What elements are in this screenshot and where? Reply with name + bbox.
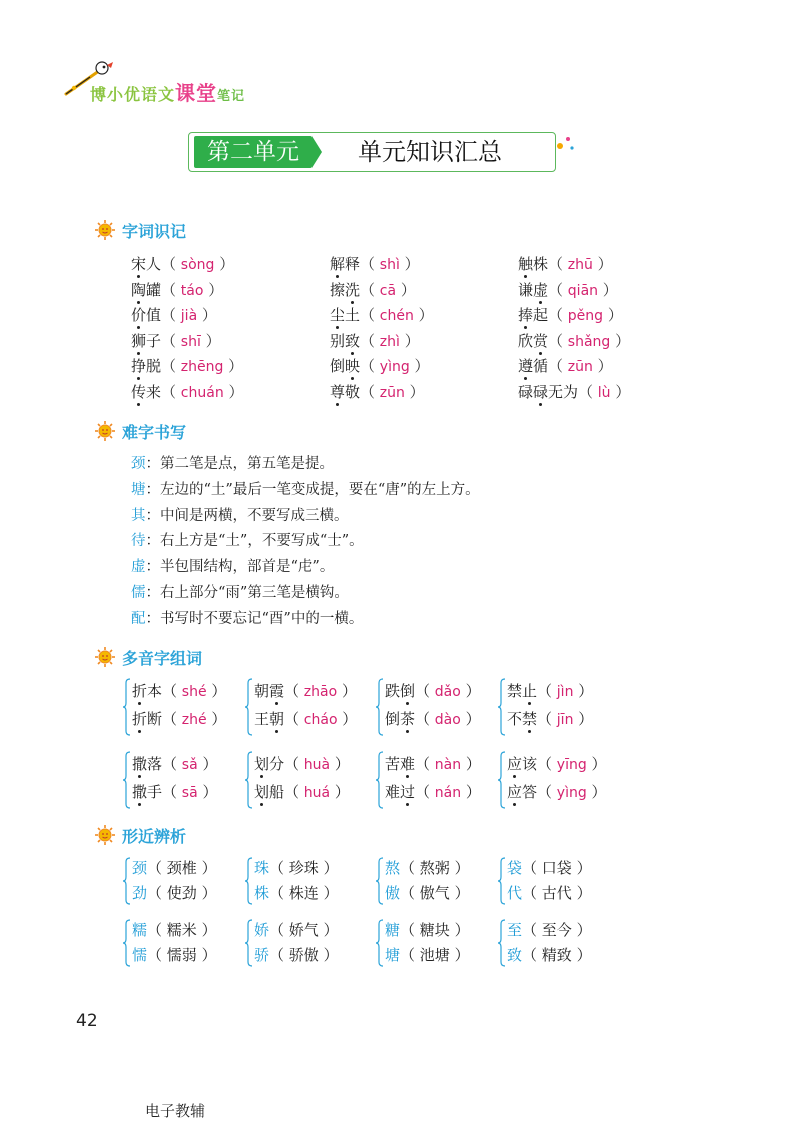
vocab-item: 遵循 （ zūn ） [518,357,613,376]
vocab-word: 价值 [131,306,161,324]
pinyin: cháo [303,712,338,728]
brace-icon [497,919,507,967]
pinyin: jià [180,308,198,324]
vocab-word: 陶罐 [131,281,161,299]
polyphone-row: 划船 （ huá ） [254,781,350,802]
brace-icon [244,678,254,736]
polyphone-row: 难过 （ nán ） [385,781,481,802]
sun-icon [94,219,116,241]
similar-char: 劲 [132,884,148,902]
similar-word: 池塘 [419,946,450,964]
pinyin: yīng [556,757,587,773]
emphasis-dot [138,803,141,806]
pinyin: zūn [567,359,593,375]
writing-note [131,532,364,550]
note-char: 颈 [131,456,146,472]
vocab-word: 遵循 [518,357,548,375]
pinyin: zhū [567,257,593,273]
emphasis-dot [137,326,140,329]
pinyin: jìn [556,684,574,700]
vocab-item: 陶罐 （ táo ） [131,281,223,300]
brace-icon [244,857,254,905]
polyphone-group [497,751,627,809]
similar-word: 娇气 [288,921,319,939]
note-char: 儒 [131,585,146,601]
emphasis-dot [260,775,263,778]
page-number: 42 [76,1011,98,1031]
emphasis-dot [524,275,527,278]
brace-icon [122,751,132,809]
pinyin: sā [181,785,198,801]
emphasis-dot [513,775,516,778]
polyphone-row: 折断 （ zhé ） [132,708,226,729]
emphasis-dot [137,275,140,278]
similar-row: 代（ 古代 ） [507,884,592,902]
emphasis-dot [138,730,141,733]
polyphone-row: 王朝 （ cháo ） [254,708,357,729]
brace-icon [122,678,132,736]
polyphone-word: 跌倒 [385,682,415,700]
similar-group [244,857,374,907]
polyphone-word: 不禁 [507,710,537,728]
brace-icon [497,751,507,809]
similar-row: 至（ 至今 ） [507,921,592,939]
similar-row: 懦（ 懦弱 ） [132,946,217,964]
section-header-writing [94,418,186,444]
polyphone-word: 折断 [132,710,162,728]
unit-title-banner [188,132,556,174]
pinyin: zhì [379,334,400,350]
polyphone-group [244,678,374,736]
brand-name: 博小优语文 [90,85,176,104]
vocab-word: 狮子 [131,332,161,350]
polyphone-row: 撒落 （ sǎ ） [132,753,217,774]
similar-word: 颈椎 [166,859,197,877]
writing-note [131,610,363,628]
vocab-item: 挣脱 （ zhēng ） [131,357,243,376]
similar-row: 株（ 株连 ） [254,884,339,902]
note-char: 其 [131,507,146,524]
similar-row: 珠（ 珍珠 ） [254,859,339,877]
similar-row: 糖（ 糖块 ） [385,921,470,939]
similar-char: 懦 [132,946,148,964]
emphasis-dot [336,275,339,278]
polyphone-word: 撒手 [132,783,162,801]
pinyin: shé [181,684,207,700]
emphasis-dot [539,301,542,304]
watermark: 电子教辅 [145,1102,206,1120]
vocab-word: 触株 [518,255,548,273]
similar-char: 代 [507,884,523,902]
similar-char: 珠 [254,859,270,877]
polyphone-row: 应该 （ yīng ） [507,753,607,774]
emphasis-dot [524,326,527,329]
similar-word: 口袋 [541,859,572,877]
similar-char: 至 [507,921,523,939]
pinyin: zūn [379,385,405,401]
pinyin: táo [180,283,204,299]
similar-group [122,857,252,907]
polyphone-word: 折本 [132,682,162,700]
similar-char: 骄 [254,946,270,964]
section-title: 字词识记 [122,221,187,241]
similar-group [375,919,505,969]
brace-icon [244,919,254,967]
polyphone-group [375,678,505,736]
similar-char: 致 [507,946,523,964]
polyphone-row: 禁止 （ jìn ） [507,680,593,701]
pinyin: dào [434,712,461,728]
pinyin: shì [379,257,400,273]
polyphone-group [244,751,374,809]
similar-word: 古代 [541,884,572,902]
emphasis-dot [137,301,140,304]
pinyin: huá [303,785,331,801]
emphasis-dot [351,377,354,380]
pinyin: nàn [434,757,462,773]
brand-classroom: 课堂 [175,81,218,105]
pinyin: yìng [379,359,410,375]
pinyin: sǎ [181,757,198,773]
note-text: ：书写时不要忘记“酉”中的一横。 [145,610,364,627]
similar-row: 骄（ 骄傲 ） [254,946,339,964]
vocab-word: 尘土 [330,306,360,324]
polyphone-group [375,751,505,809]
polyphone-row: 应答 （ yìng ） [507,781,607,802]
similar-char: 株 [254,884,270,902]
emphasis-dot [336,326,339,329]
polyphone-group [497,678,627,736]
emphasis-dot [513,803,516,806]
writing-note [131,481,480,499]
polyphone-row: 不禁 （ jīn ） [507,708,593,729]
section-title: 难字书写 [122,422,187,442]
vocab-item: 尘土 （ chén ） [330,306,434,325]
similar-char: 糯 [132,921,148,939]
writing-note [131,584,349,602]
similar-group [375,857,505,907]
note-char: 虚 [131,559,146,576]
vocab-word: 尊敬 [330,383,360,401]
similar-char: 糖 [385,921,401,939]
sun-icon [94,420,116,442]
writing-note [131,558,334,576]
vocab-item: 宋人 （ sòng ） [131,255,234,274]
section-header-similar [94,822,186,848]
polyphone-word: 划分 [254,755,284,773]
emphasis-dot [406,775,409,778]
writing-note [131,507,349,525]
pinyin: chuán [180,385,224,401]
polyphone-word: 朝霞 [254,682,284,700]
polyphone-row: 朝霞 （ zhāo ） [254,680,357,701]
brace-icon [375,857,385,905]
sun-icon [94,646,116,668]
vocab-item: 捧起 （ pěng ） [518,306,623,325]
note-text: ：左边的“土”最后一笔变成提，要在“唐”的左上方。 [145,481,480,498]
similar-row: 熬（ 熬粥 ） [385,859,470,877]
emphasis-dot [539,403,542,406]
pinyin: sòng [180,257,215,273]
similar-group [244,919,374,969]
note-char: 待 [131,533,146,550]
similar-row: 娇（ 娇气 ） [254,921,339,939]
pinyin: huà [303,757,331,773]
pinyin: dǎo [434,684,461,700]
emphasis-dot [406,730,409,733]
vocab-word: 别致 [330,332,360,350]
pinyin: cā [379,283,397,299]
emphasis-dot [137,352,140,355]
emphasis-dot [138,702,141,705]
section-title: 多音字组词 [122,648,203,668]
emphasis-dot [138,775,141,778]
vocab-item: 别致 （ zhì ） [330,332,420,351]
emphasis-dot [406,702,409,705]
similar-group [497,919,627,969]
vocab-item: 尊敬 （ zūn ） [330,383,425,402]
polyphone-word: 倒茶 [385,710,415,728]
polyphone-word: 苦难 [385,755,415,773]
similar-char: 颈 [132,859,148,877]
similar-word: 株连 [288,884,319,902]
vocab-word: 传来 [131,383,161,401]
emphasis-dot [406,803,409,806]
similar-word: 精致 [541,946,572,964]
similar-word: 糯米 [166,921,197,939]
vocab-word: 倒映 [330,357,360,375]
pinyin: zhāo [303,684,338,700]
similar-row: 劲（ 使劲 ） [132,884,217,902]
pinyin: chén [379,308,414,324]
similar-row: 颈（ 颈椎 ） [132,859,217,877]
vocab-word: 擦洗 [330,281,360,299]
pinyin: pěng [567,308,604,324]
vocab-word: 碌碌无为 [518,383,578,401]
emphasis-dot [275,730,278,733]
emphasis-dot [275,702,278,705]
polyphone-row: 跌倒 （ dǎo ） [385,680,481,701]
vocab-item: 狮子 （ shī ） [131,332,221,351]
brace-icon [122,919,132,967]
similar-word: 至今 [541,921,572,939]
vocab-item: 价值 （ jià ） [131,306,217,325]
brace-icon [375,751,385,809]
polyphone-word: 撒落 [132,755,162,773]
pinyin: yìng [556,785,587,801]
vocab-word: 宋人 [131,255,161,273]
emphasis-dot [524,377,527,380]
note-text: ：中间是两横，不要写成三横。 [145,507,349,524]
similar-row: 傲（ 傲气 ） [385,884,470,902]
polyphone-row: 倒茶 （ dào ） [385,708,481,729]
polyphone-word: 王朝 [254,710,284,728]
pinyin: lù [597,385,611,401]
similar-word: 珍珠 [288,859,319,877]
emphasis-dot [528,730,531,733]
vocab-item: 谦虚 （ qiān ） [518,281,618,300]
note-char: 配 [131,610,146,627]
brand-notes: 笔记 [217,89,246,104]
emphasis-dot [539,352,542,355]
polyphone-row: 撒手 （ sā ） [132,781,217,802]
brace-icon [244,751,254,809]
note-text: ：第二笔是点，第五笔是提。 [145,456,334,472]
polyphone-row: 折本 （ shé ） [132,680,226,701]
pinyin: shǎng [567,334,611,350]
similar-char: 熬 [385,859,401,877]
similar-char: 傲 [385,884,401,902]
section-header-vocab [94,217,186,243]
note-text: ：右上方是“土”，不要写成“士”。 [145,533,364,550]
pinyin: jīn [556,712,574,728]
polyphone-word: 应该 [507,755,537,773]
pinyin: shī [180,334,201,350]
vocab-word: 谦虚 [518,281,548,299]
vocab-word: 欣赏 [518,332,548,350]
emphasis-dot [137,377,140,380]
writing-note [131,455,334,473]
similar-word: 熬粥 [419,859,450,877]
similar-word: 糖块 [419,921,450,939]
polyphone-group [122,751,252,809]
emphasis-dot [528,702,531,705]
header-logo [60,60,320,104]
vocab-word: 挣脱 [131,357,161,375]
emphasis-dot [137,403,140,406]
sun-icon [94,824,116,846]
polyphone-row: 划分 （ huà ） [254,753,350,774]
decor-dots-icon [556,134,578,154]
note-char: 塘 [131,481,146,498]
polyphone-row: 苦难 （ nàn ） [385,753,481,774]
similar-group [122,919,252,969]
emphasis-dot [260,803,263,806]
similar-word: 傲气 [419,884,450,902]
polyphone-word: 划船 [254,783,284,801]
brace-icon [497,678,507,736]
polyphone-word: 应答 [507,783,537,801]
pinyin: nán [434,785,462,801]
vocab-item: 传来 （ chuán ） [131,383,243,402]
similar-row: 袋（ 口袋 ） [507,859,592,877]
pinyin: zhé [181,712,207,728]
pinyin: zhēng [180,359,224,375]
emphasis-dot [351,352,354,355]
polyphone-word: 禁止 [507,682,537,700]
note-text: ：半包围结构，部首是“虍”。 [145,559,335,576]
polyphone-group [122,678,252,736]
brace-icon [497,857,507,905]
similar-row: 致（ 精致 ） [507,946,592,964]
similar-row: 糯（ 糯米 ） [132,921,217,939]
note-text: ：右上部分“雨”第三笔是横钩。 [145,585,349,601]
vocab-word: 捧起 [518,306,548,324]
similar-word: 懦弱 [166,946,197,964]
similar-word: 使劲 [166,884,197,902]
brace-icon [122,857,132,905]
polyphone-word: 难过 [385,783,415,801]
brace-icon [375,919,385,967]
pinyin: qiān [567,283,599,299]
section-header-polyphone [94,644,202,670]
similar-group [497,857,627,907]
brace-icon [375,678,385,736]
unit-tag: 第二单元 [194,136,312,168]
vocab-item: 触株 （ zhū ） [518,255,613,274]
vocab-item: 碌碌无为 （ lù ） [518,383,630,402]
unit-title: 单元知识汇总 [358,138,502,166]
vocab-item: 解释 （ shì ） [330,255,420,274]
vocab-item: 欣赏 （ shǎng ） [518,332,630,351]
similar-char: 塘 [385,946,401,964]
vocab-item: 倒映 （ yìng ） [330,357,430,376]
similar-row: 塘（ 池塘 ） [385,946,470,964]
similar-word: 骄傲 [288,946,319,964]
section-title: 形近辨析 [122,826,187,846]
similar-char: 袋 [507,859,523,877]
emphasis-dot [351,301,354,304]
vocab-item: 擦洗 （ cā ） [330,281,416,300]
emphasis-dot [336,403,339,406]
similar-char: 娇 [254,921,270,939]
vocab-word: 解释 [330,255,360,273]
